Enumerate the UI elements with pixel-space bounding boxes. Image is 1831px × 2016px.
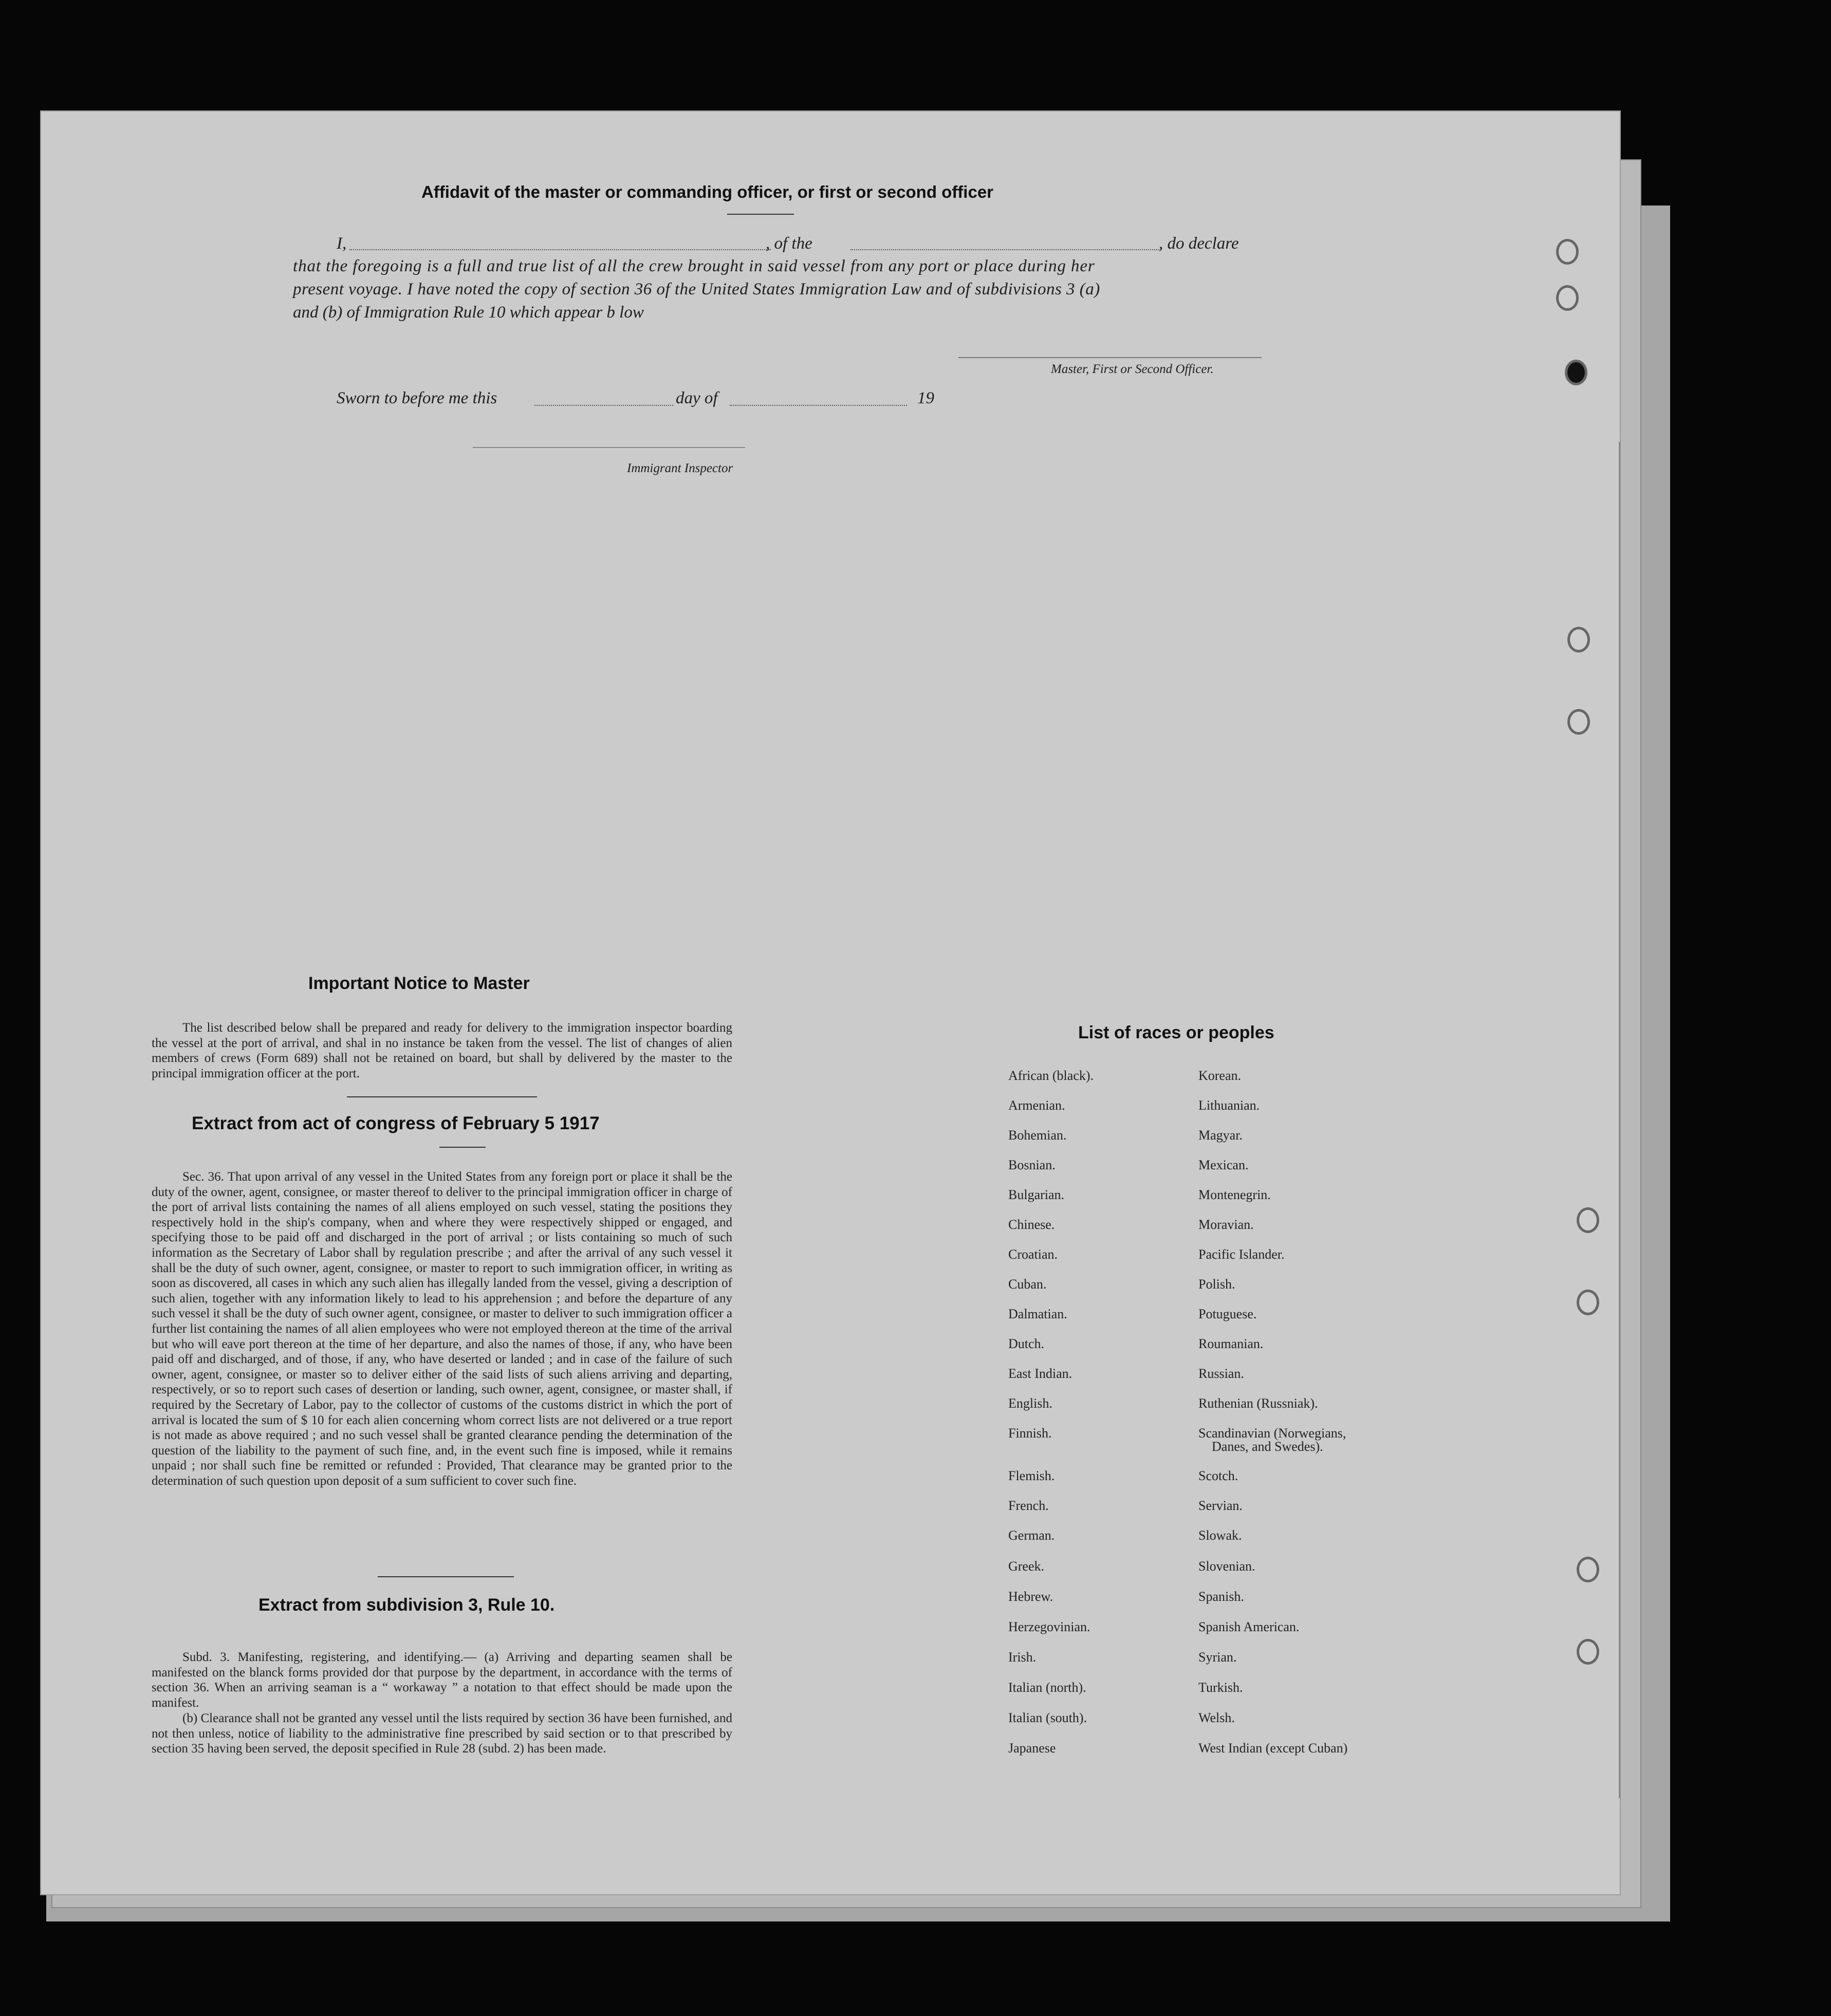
act-extract-body: Sec. 36. That upon arrival of any vessel in the United States from any foreign port or place it shall be the duty of the owner, agent, consignee, or master thereof to deliver to the principal immigration officer in charge of the port of arrival lists containing the names of all aliens employed on such vessel, stating the positions they respectively hold in the ship's company, when and where they were respectively shipped or engaged, and specifying those to be paid off and discharged in the port of arrival ; or lists containing so much of such information as the Secretary of Labor shall by regulation prescribe ; and after the arrival of any such vessel it shall be the duty of such owner, agent, consignee, or master to report to such immigration officer, in writing as soon as discovered, all cases in which any such alien has illegally landed from the vessel, giving a description of such alien, together with any information likely to lead to his apprehension ; and before the departure of any such vessel it shall be the duty of such owner agent, consignee, or master to deliver to such immigration officer a further list containing the names of all alien employees who were not employed thereon at the time of the arrival but who will eave port thereon at the time of her departure, and also the names of those, if any, who have been paid off and discharged, and of those, if any, who have deserted or landed ; and in case of the failure of such owner, agent, consignee, or master so to deliver either of the said lists of such aliens arriving and departing, respectively, or so to report such cases of desertion or landing, such owner, agent, consignee, or master shall, if required by the Secretary of Labor, pay to the collector of customs of the customs district in which the port of arrival is located the sum of $ 10 for each alien concerning whom correct lists are not delivered or a true report is not made as above required ; and no such vessel shall be granted clearance pending the determination of the question of the liability to the payment of such fine, and, in the event such fine is imposed, while it remains unpaid ; nor shall such fine be remitted or refunded : Provided, That clearance may be granted prior to the determination of such question upon deposit of a sum sufficient to cover such fine. [152,1170,732,1488]
sworn-day-of: day of [676,389,718,407]
race-left: East Indian. [1008,1366,1072,1381]
race-left: Croatian. [1008,1247,1058,1262]
punch-hole-3 [1565,360,1587,385]
sworn-prefix: Sworn to before me this [337,389,497,407]
race-right: Roumanian. [1198,1336,1264,1351]
race-right: Scotch. [1198,1468,1238,1483]
signature-line [958,357,1262,358]
race-left: African (black). [1008,1068,1094,1083]
race-left: Hebrew. [1008,1589,1053,1604]
race-left: Irish. [1008,1650,1037,1665]
act-extract-heading: Extract from act of congress of February 5 1917 [192,1113,600,1133]
affidavit-line4: and (b) of Immigration Rule 10 which appear b low [293,303,644,322]
affidavit-line1-of-the: , of the [766,234,812,253]
race-right: Montenegrin. [1198,1187,1271,1202]
race-right: Polish. [1198,1277,1235,1292]
race-left: German. [1008,1528,1055,1543]
race-left: Greek. [1008,1559,1045,1574]
rule-extract-para-a: Subd. 3. Manifesting, registering, and identifying.— (a) Arriving and departing seamen shall be manifested on the blanck forms provided dor that purpose by the department, in accordance with the terms of section 36. When an arriving seaman is a “ workaway ” a notation to that effect should be made upon the manifest. [152,1650,732,1710]
notice-divider [347,1096,537,1097]
race-right: Russian. [1198,1366,1244,1381]
races-heading: List of races or peoples [1078,1023,1274,1042]
race-left: Dutch. [1008,1336,1045,1351]
race-right: Spanish American. [1198,1619,1300,1634]
affidavit-heading: Affidavit of the master or commanding officer, or first or second officer [421,182,994,201]
punch-hole-9 [1577,1639,1599,1665]
race-right: Turkish. [1198,1680,1243,1695]
race-right: Syrian. [1198,1650,1237,1665]
race-right: Scandinavian (Norwegians, [1198,1426,1346,1441]
sworn-year: 19 [917,389,934,407]
form-page [40,110,1621,1895]
race-right: Lithuanian. [1198,1098,1260,1113]
sworn-day-field [534,405,673,406]
race-left: Italian (south). [1008,1710,1087,1725]
punch-hole-8 [1577,1557,1599,1582]
punch-hole-4 [1567,627,1590,652]
race-right: Ruthenian (Russniak). [1198,1396,1318,1411]
affidavit-heading-rule [727,214,794,215]
race-right: Slowak. [1198,1528,1242,1543]
notice-body: The list described below shall be prepared and ready for delivery to the immigration inspector boarding the vessel at the port of arrival, and shal in no instance be taken from the vessel. The list of changes of alien members of crews (Form 689) shall not be retained on board, but shall by delivered by the master to the principal immigration officer at the port. [152,1021,732,1080]
inspector-caption: Immigrant Inspector [627,461,733,475]
race-left: Japanese [1008,1741,1056,1756]
affidavit-line1-declare: , do declare [1159,234,1239,253]
race-left: French. [1008,1498,1049,1513]
punch-hole-6 [1577,1207,1599,1233]
affidavit-line2: that the foregoing is a full and true list of all the crew brought in said vessel from any port or place during her [293,257,1095,275]
race-left: Armenian. [1008,1098,1065,1113]
race-right: Slovenian. [1198,1559,1255,1574]
race-right: Mexican. [1198,1158,1249,1172]
race-left: Herzegovinian. [1008,1619,1090,1634]
race-right: Welsh. [1198,1710,1235,1725]
act-extract-divider [378,1576,514,1577]
race-left: Italian (north). [1008,1680,1086,1695]
act-extract-rule [439,1147,486,1148]
race-left: Dalmatian. [1008,1306,1067,1321]
race-right: Magyar. [1198,1128,1243,1143]
race-left: Bulgarian. [1008,1187,1065,1202]
affidavit-line3: present voyage. I have noted the copy of section 36 of the United States Immigration Law and of subdivisions 3 (a) [293,280,1100,298]
punch-hole-1 [1556,239,1579,265]
race-right: Moravian. [1198,1217,1254,1232]
inspector-line [473,447,745,448]
punch-hole-5 [1567,709,1590,735]
affidavit-vessel-field [850,249,1161,250]
race-left: Cuban. [1008,1277,1047,1292]
race-right: Potuguese. [1198,1306,1257,1321]
punch-hole-2 [1556,285,1579,311]
rule-extract-para-b: (b) Clearance shall not be granted any vessel until the lists required by section 36 have been furnished, and not then unless, notice of liability to the administrative fine prescribed by said section or to that prescribed by section 35 having been served, the deposit specified in Rule 28 (subd. 2) has been made. [152,1711,732,1756]
race-left: Flemish. [1008,1468,1055,1483]
race-left: Bohemian. [1008,1128,1067,1143]
race-right: Korean. [1198,1068,1242,1083]
race-right-continued: Danes, and Swedes). [1212,1439,1323,1454]
race-left: Chinese. [1008,1217,1055,1232]
page-edge-strip [1619,442,1668,1798]
race-left: Bosnian. [1008,1158,1056,1172]
punch-hole-7 [1577,1290,1599,1315]
race-right: Servian. [1198,1498,1243,1513]
affidavit-name-field [349,249,771,250]
race-left: English. [1008,1396,1052,1411]
sworn-month-field [730,405,907,406]
rule-extract-heading: Extract from subdivision 3, Rule 10. [258,1595,555,1615]
race-right: Spanish. [1198,1589,1244,1604]
signature-caption: Master, First or Second Officer. [1051,362,1214,376]
notice-heading: Important Notice to Master [308,974,530,993]
race-right: Pacific Islander. [1198,1247,1285,1262]
race-right: West Indian (except Cuban) [1198,1741,1348,1756]
race-left: Finnish. [1008,1426,1052,1441]
affidavit-line1-i: I, [337,234,347,253]
